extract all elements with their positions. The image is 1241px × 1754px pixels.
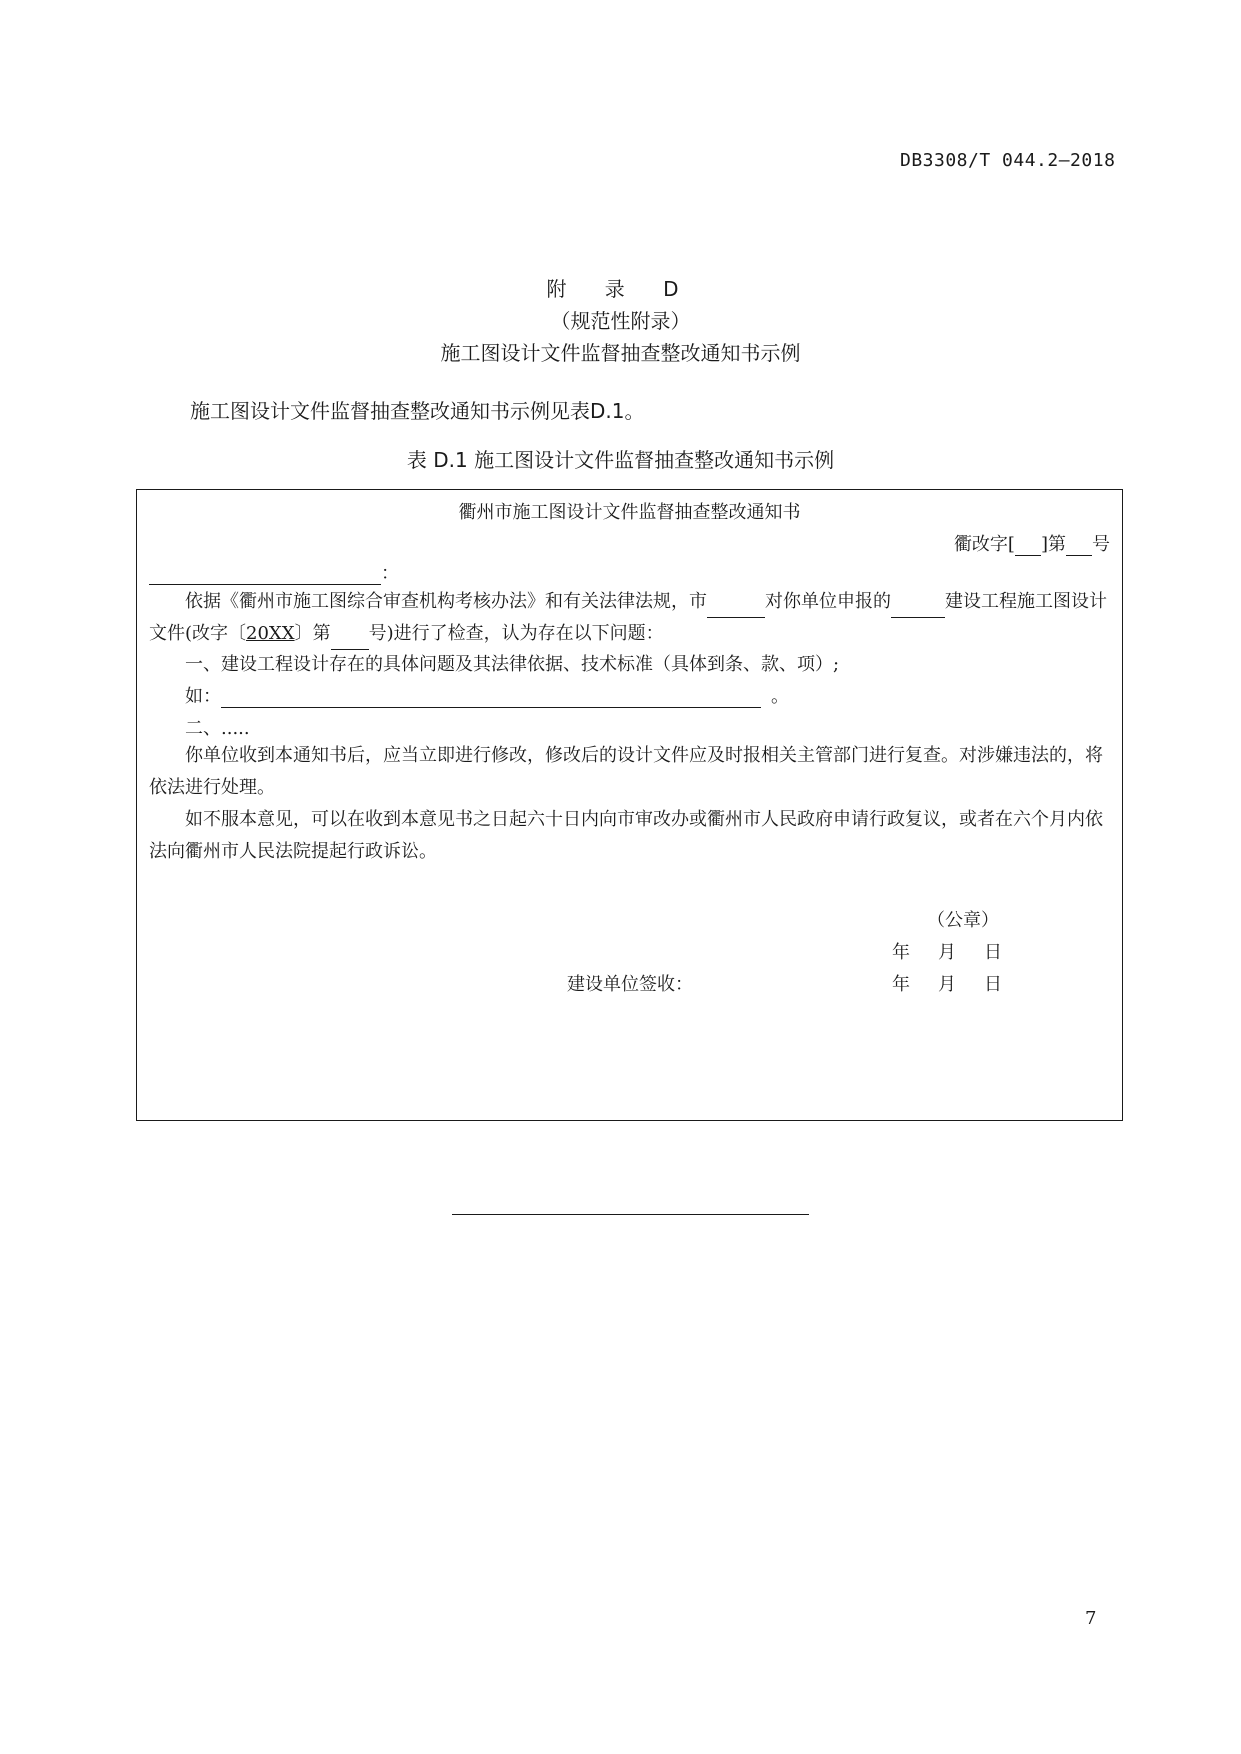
date-year: 年 xyxy=(892,974,910,995)
page-number: 7 xyxy=(1085,1608,1097,1629)
intro-text: 施工图设计文件监督抽查整改通知书示例见表D.1。 xyxy=(190,399,645,423)
doc-no-suffix: 号 xyxy=(1092,534,1110,555)
project-blank xyxy=(891,597,945,618)
example-blank xyxy=(221,687,761,708)
doc-no-year-blank xyxy=(1015,535,1041,556)
example-label: 如： xyxy=(185,686,221,707)
issue-item-2: 二、..... xyxy=(185,718,250,739)
signature-label: 建设单位签收： xyxy=(567,974,693,995)
doc-no-prefix: 衢改字[ xyxy=(953,534,1015,555)
doc-no-mid: ]第 xyxy=(1040,534,1066,555)
example-end: 。 xyxy=(771,686,789,707)
p1-text-a: 依据《衢州市施工图综合审查机构考核办法》和有关法律法规，市 xyxy=(185,591,707,612)
end-rule xyxy=(452,1214,809,1215)
date-day: 日 xyxy=(984,942,1002,963)
doc-no-number-blank xyxy=(1066,535,1092,556)
p1-text-d: 〕第 xyxy=(294,623,331,644)
notice-paragraph-rectify: 你单位收到本通知书后，应当立即进行修改，修改后的设计文件应及时报相关主管部门进行复查。对涉嫌违法的，将依法进行处理。 xyxy=(149,745,1103,798)
appendix-name: 施工图设计文件监督抽查整改通知书示例 xyxy=(440,341,801,365)
issue-item-1: 一、建设工程设计存在的具体问题及其法律依据、技术标准（具体到条、款、项）; xyxy=(185,654,840,675)
city-dept-blank xyxy=(707,597,765,618)
sign-date xyxy=(892,970,1030,996)
addressee-blank xyxy=(149,564,381,585)
issue-example-line xyxy=(185,682,789,708)
p1-year: 20XX xyxy=(246,623,295,644)
appendix-subtitle: （规范性附录） xyxy=(550,309,691,333)
p1-text-e: 号)进行了检查，认为存在以下问题： xyxy=(368,623,664,644)
document-code: DB3308/T 044.2—2018 xyxy=(900,150,1116,171)
official-seal-label: （公章） xyxy=(927,910,999,931)
addressee-line xyxy=(149,559,399,585)
doc-number-blank xyxy=(331,629,369,650)
addressee-colon: ： xyxy=(381,563,399,584)
date-month: 月 xyxy=(938,942,956,963)
notice-paragraph-appeal: 如不服本意见，可以在收到本意见书之日起六十日内向市审改办或衢州市人民政府申请行政复议，或者在六个月内依法向衢州市人民法院提起行政诉讼。 xyxy=(149,809,1103,862)
notice-title: 衢州市施工图设计文件监督抽查整改通知书 xyxy=(458,502,801,523)
date-day: 日 xyxy=(984,974,1002,995)
notice-doc-number xyxy=(954,530,1110,556)
notice-form xyxy=(136,489,1123,1121)
notice-paragraph-basis xyxy=(149,586,1110,650)
date-year: 年 xyxy=(892,942,910,963)
appendix-title: 附 录 D xyxy=(546,277,695,301)
issue-date xyxy=(892,938,1030,964)
table-caption: 表 D.1 施工图设计文件监督抽查整改通知书示例 xyxy=(406,448,835,472)
date-month: 月 xyxy=(938,974,956,995)
p1-text-c: 建设工程施工图设计文件(改字〔 xyxy=(149,591,1107,644)
p1-text-b: 对你单位申报的 xyxy=(765,591,891,612)
